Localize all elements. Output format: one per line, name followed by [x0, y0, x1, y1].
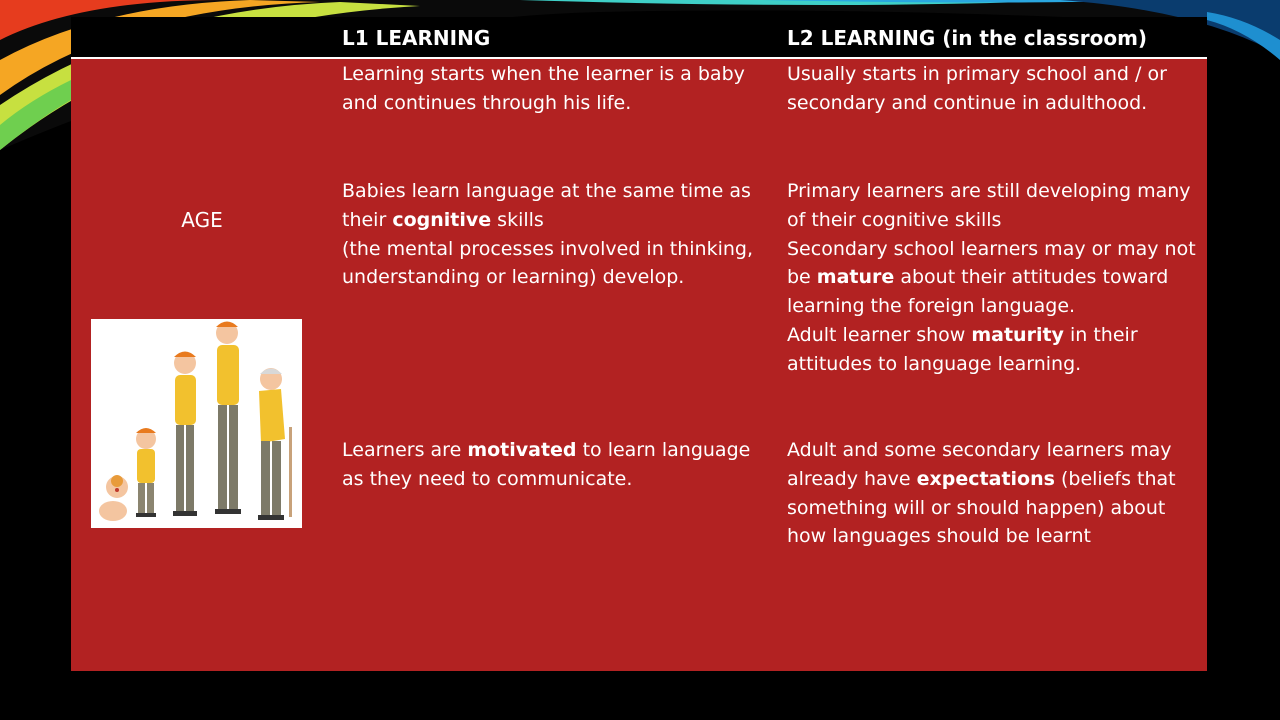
column-header-l1: L1 LEARNING [342, 26, 491, 50]
l1-cell-2: Babies learn language at the same time as their cognitive skills (the mental processes involved in thinking, understanding or learning) develop. [342, 180, 754, 289]
l1-cell-1: Learning starts when the learner is a baby and continues through his life. [342, 63, 745, 114]
table-header-row [71, 17, 1207, 59]
emphasized-term: motivated [467, 439, 577, 461]
column-header-l2: L2 LEARNING (in the classroom) [787, 26, 1148, 50]
comparison-table [71, 17, 1207, 671]
life-stages-illustration-icon [91, 319, 302, 528]
row-label-age: AGE [181, 208, 223, 232]
l1-cell-3: Learners are motivated to learn language as they need to communicate. [342, 439, 751, 490]
emphasized-term: expectations [916, 467, 1055, 490]
emphasized-term: maturity [971, 323, 1064, 346]
emphasized-term: mature [816, 266, 895, 289]
l2-cell-2: Primary learners are still developing many of their cognitive skills Secondary school learners may or may not be mature about their attitudes toward learning the foreign language. Adult learner show maturity in their attitudes to language learning. [787, 180, 1196, 375]
l2-cell-1: Usually starts in primary school and / or secondary and continue in adulthood. [787, 63, 1167, 114]
emphasized-term: cognitive [392, 208, 492, 231]
l2-cell-3: Adult and some secondary learners may already have expectations (beliefs that something will or should happen) about how languages should be learnt [787, 439, 1176, 548]
